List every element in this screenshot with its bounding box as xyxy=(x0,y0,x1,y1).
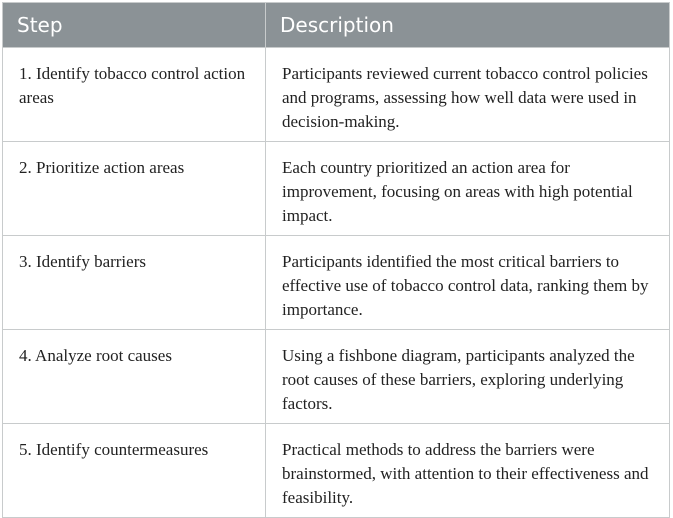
table-row xyxy=(3,236,670,330)
step-cell: 1. Identify tobacco control action areas xyxy=(3,48,266,142)
description-cell: Using a fishbone diagram, participants analyzed the root causes of these barriers, exploring underlying factors. xyxy=(266,330,670,424)
header-step: Step xyxy=(3,3,266,48)
table-row xyxy=(3,424,670,518)
description-cell: Practical methods to address the barriers were brainstormed, with attention to their effectiveness and feasibility. xyxy=(266,424,670,518)
description-cell: Participants reviewed current tobacco control policies and programs, assessing how well data were used in decision-making. xyxy=(266,48,670,142)
description-cell: Participants identified the most critical barriers to effective use of tobacco control data, ranking them by importance. xyxy=(266,236,670,330)
step-cell: 4. Analyze root causes xyxy=(3,330,266,424)
step-cell: 5. Identify countermeasures xyxy=(3,424,266,518)
table-row xyxy=(3,330,670,424)
description-cell: Each country prioritized an action area for improvement, focusing on areas with high potential impact. xyxy=(266,142,670,236)
step-cell: 2. Prioritize action areas xyxy=(3,142,266,236)
header-description: Description xyxy=(266,3,670,48)
step-cell: 3. Identify barriers xyxy=(3,236,266,330)
table-row xyxy=(3,48,670,142)
steps-table xyxy=(2,2,670,518)
header-row xyxy=(3,3,670,48)
table-row xyxy=(3,142,670,236)
